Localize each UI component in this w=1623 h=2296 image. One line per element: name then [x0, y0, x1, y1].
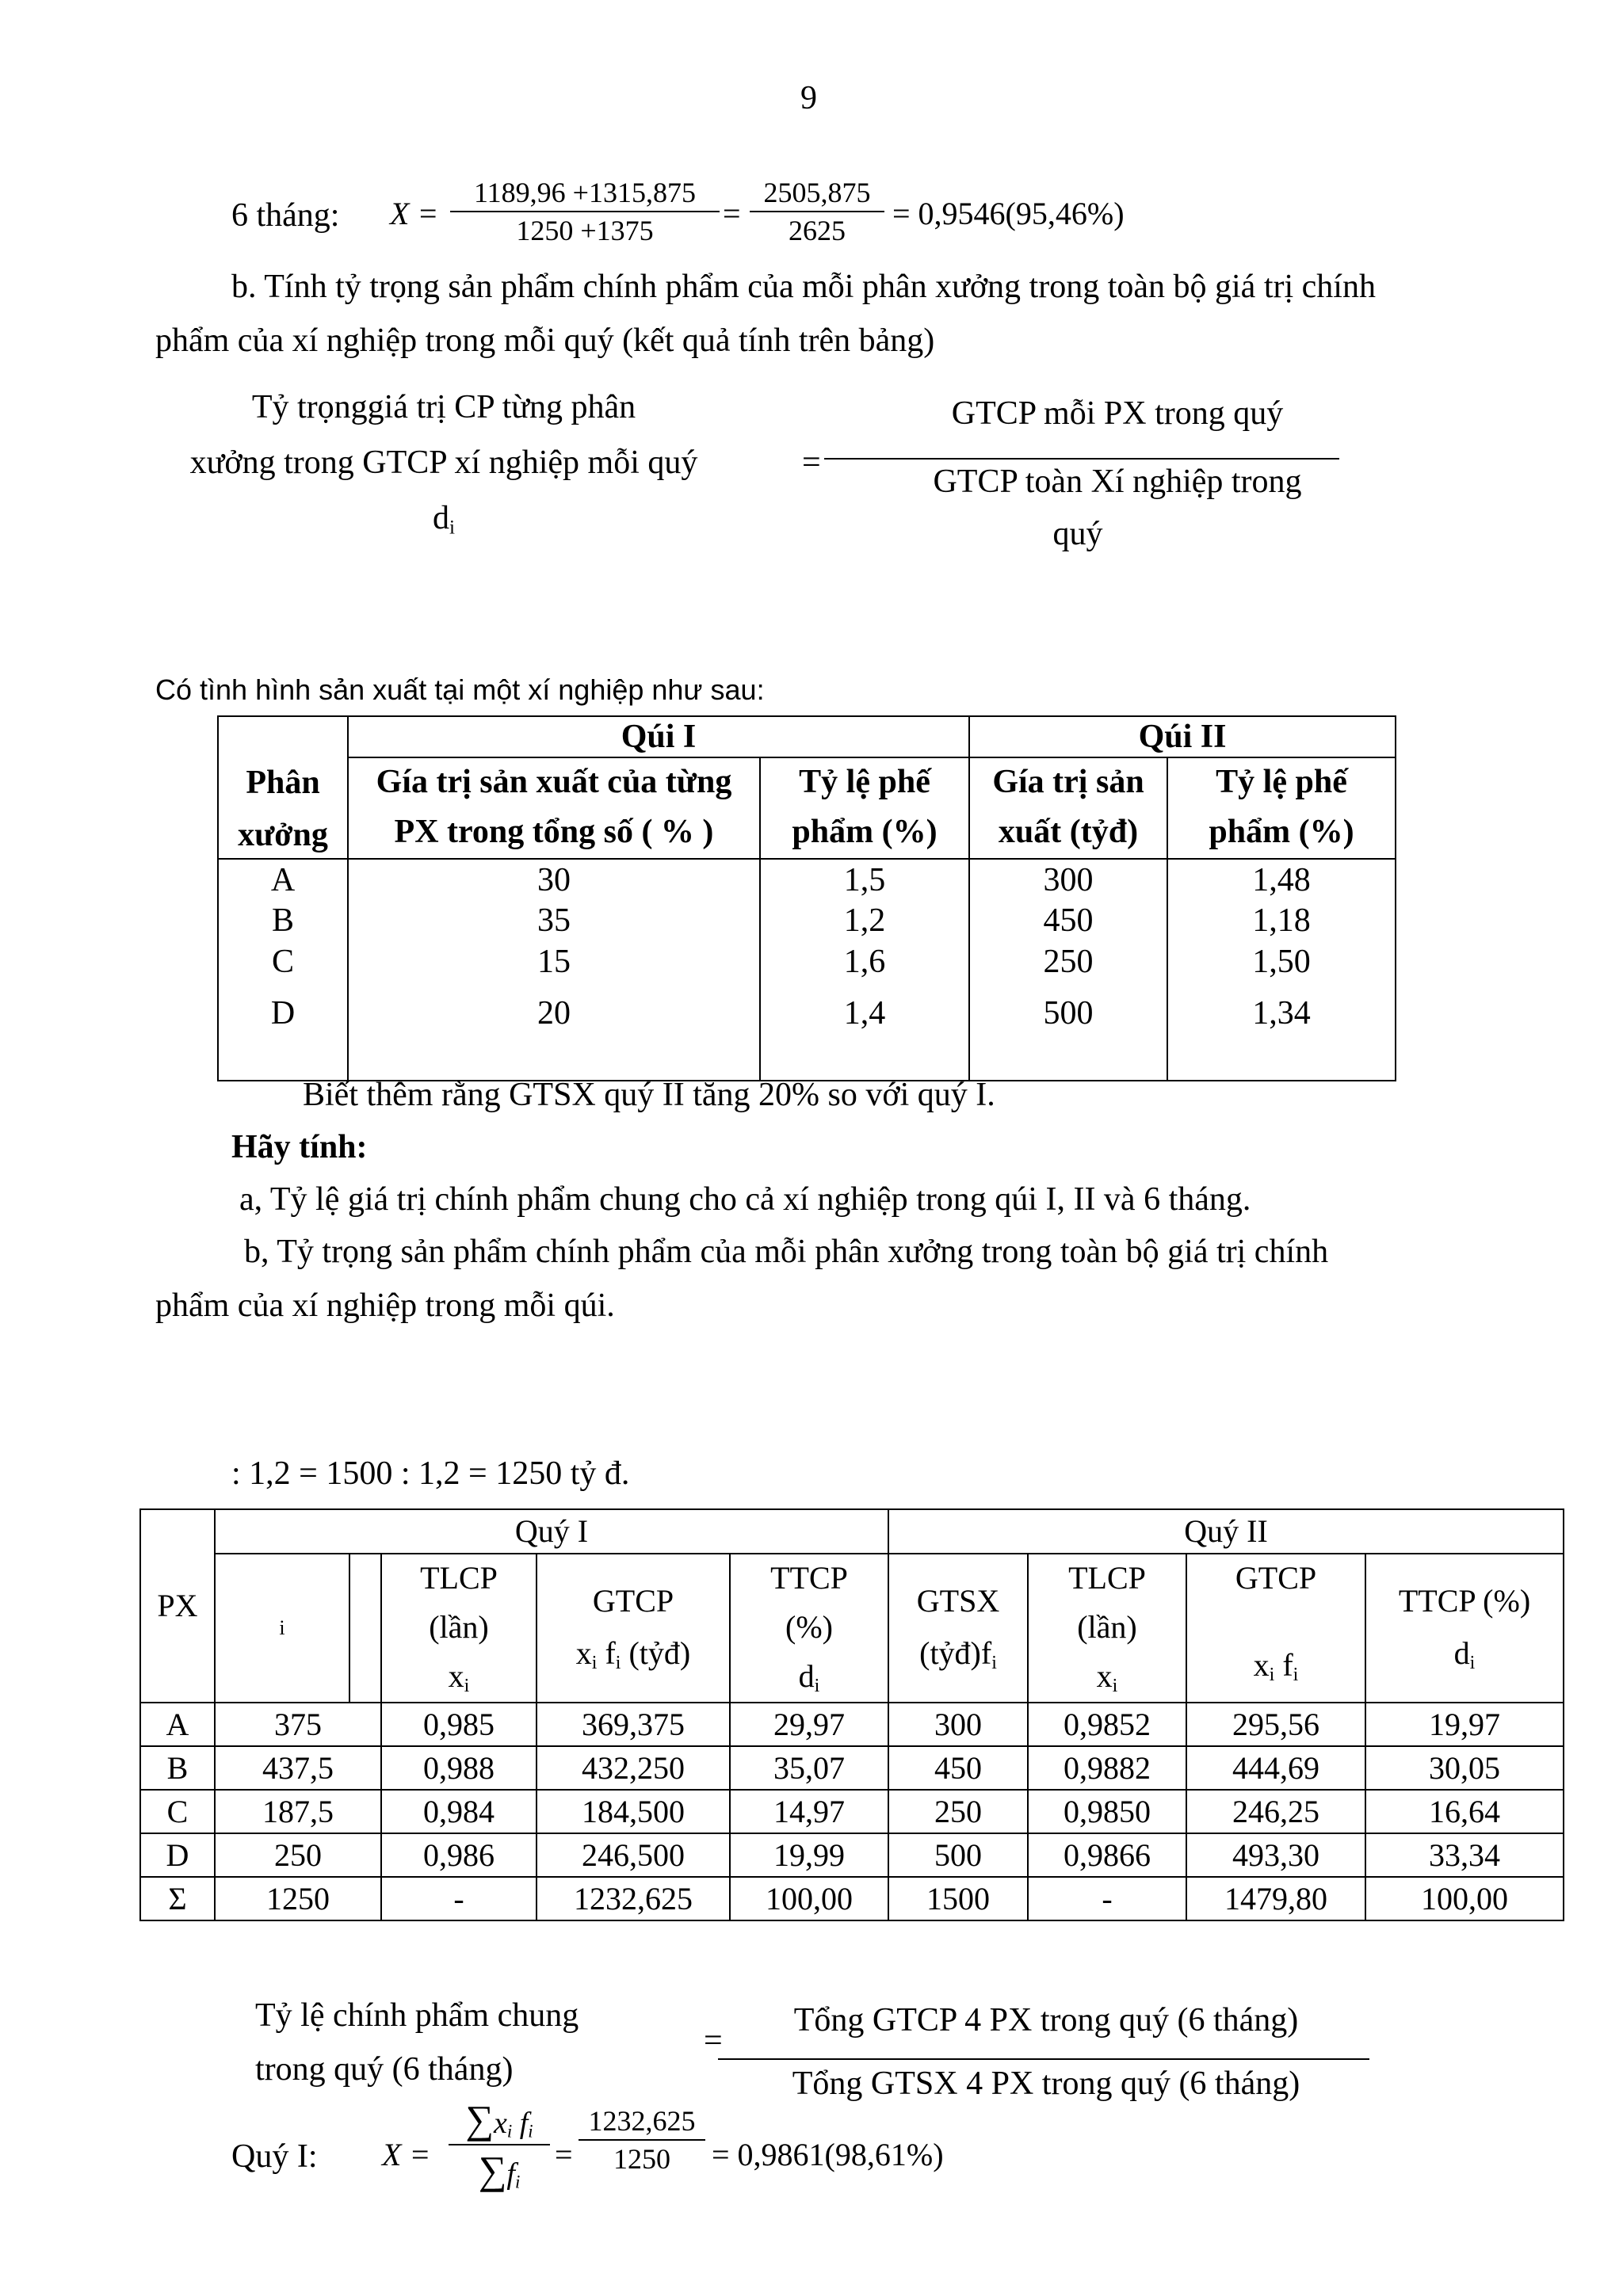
col-header-gtsx2-line2: xuất (tỷđ): [969, 805, 1167, 859]
cell: 19,97: [1365, 1703, 1564, 1746]
lan-label: (lần): [429, 1608, 489, 1645]
q1-sum-fraction: [449, 2096, 550, 2193]
cell: -: [381, 1877, 537, 1920]
cell: 1,48: [1167, 859, 1396, 900]
col-header-gtsx2-line1: Gía trị sản: [969, 757, 1167, 805]
cell: 493,30: [1186, 1833, 1365, 1877]
col-header-blank: [349, 1554, 381, 1703]
cell: D: [218, 982, 348, 1081]
ratio-fraction-bar: [824, 458, 1339, 460]
equals-sign: =: [723, 196, 741, 231]
col-header-gtsx1-line1: Gía trị sản xuất của từng: [348, 757, 760, 805]
cell: 100,00: [730, 1877, 888, 1920]
cell: 1,50: [1167, 941, 1396, 982]
col-header-tl1-line2: phẩm (%): [760, 805, 969, 859]
col-header-ttcp-q1: [730, 1554, 888, 1703]
cell: 1,5: [760, 859, 969, 900]
cell: 29,97: [730, 1703, 888, 1746]
gtsx-label: GTSX: [916, 1582, 1000, 1619]
col-header-tl1-line1: Tỷ lệ phế: [760, 757, 969, 805]
fraction-bar: [750, 211, 884, 212]
ttcp-label: TTCP: [770, 1559, 848, 1596]
table-row: [218, 982, 1396, 1081]
header-quarter-1: Qúi I: [348, 716, 969, 757]
production-table: [217, 715, 1396, 1081]
cell: 35,07: [730, 1746, 888, 1790]
cell: 500: [888, 1833, 1028, 1877]
ratio-left-line1: Tỷ trọnggiá trị CP từng phân: [251, 389, 636, 425]
xbar-symbol: X =: [390, 196, 439, 231]
col-header-px: PX: [140, 1509, 215, 1703]
col-header-gtcp-q2: [1186, 1554, 1365, 1703]
cell: 0,9882: [1028, 1746, 1186, 1790]
table-row: [140, 1746, 1564, 1790]
cell: A: [218, 859, 348, 900]
cell: 1479,80: [1186, 1877, 1365, 1920]
six-month-label: 6 tháng:: [231, 197, 340, 234]
cell: 1,4: [760, 982, 969, 1081]
fraction-denominator: 1250 +1375: [516, 215, 654, 246]
gtcp-label: GTCP: [1235, 1560, 1317, 1596]
sum-numerator: $\sum x_i$ $f_i$: [465, 2097, 533, 2142]
note-text: Biết thêm rằng GTSX quý II tăng 20% so với quý I.: [303, 1077, 995, 1113]
task-title: Hãy tính:: [231, 1129, 368, 1165]
cell: 500: [969, 982, 1167, 1081]
cell: 300: [888, 1703, 1028, 1746]
cell: C: [140, 1790, 215, 1833]
col-header-px-line2: xưởng: [238, 817, 328, 853]
task-b-line2: phẩm của xí nghiệp trong mỗi qúi.: [155, 1287, 615, 1324]
col-header-gtsx-q2: [888, 1554, 1028, 1703]
cell: Σ: [140, 1877, 215, 1920]
col-header-gtcp-q1: [537, 1554, 730, 1703]
xi-label: $x_i$: [1096, 1657, 1118, 1696]
cell: 0,9852: [1028, 1703, 1186, 1746]
table-row: [140, 1833, 1564, 1877]
six-month-fraction-2: [750, 176, 884, 247]
q1-result: = 0,9861(98,61%): [712, 2137, 944, 2172]
cell: -: [1028, 1877, 1186, 1920]
cell: 300: [969, 859, 1167, 900]
cell: 16,64: [1365, 1790, 1564, 1833]
page-number: 9: [800, 80, 817, 116]
problem-intro: Có tình hình sản xuất tại một xí nghiệp như sau:: [155, 673, 765, 706]
cell: 187,5: [215, 1790, 381, 1833]
cell: 0,985: [381, 1703, 537, 1746]
six-month-result: = 0,9546(95,46%): [892, 196, 1125, 231]
formula-numerator: Tổng GTCP 4 PX trong quý (6 tháng): [793, 2002, 1299, 2039]
calc-line: : 1,2 = 1500 : 1,2 = 1250 tỷ đ.: [231, 1455, 630, 1492]
cell: 19,99: [730, 1833, 888, 1877]
gtcp-label: GTCP: [592, 1582, 674, 1619]
cell: 20: [348, 982, 760, 1081]
fraction-denominator: 1250: [613, 2143, 670, 2175]
cell: C: [218, 941, 348, 982]
cell: 0,986: [381, 1833, 537, 1877]
cell: 1,2: [760, 900, 969, 941]
cell: 0,9850: [1028, 1790, 1186, 1833]
cell: 30: [348, 859, 760, 900]
ratio-equals: =: [802, 444, 821, 481]
xifi-label: $x_i$ $f_i$: [1253, 1647, 1299, 1685]
cell: 432,250: [537, 1746, 730, 1790]
cell: 35: [348, 900, 760, 941]
fraction-numerator: 1189,96 +1315,875: [474, 177, 696, 208]
col-header-tlcp-q2: [1028, 1554, 1186, 1703]
cell: 0,9866: [1028, 1833, 1186, 1877]
task-a: a, Tỷ lệ giá trị chính phẩm chung cho cả xí nghiệp trong qúi I, II và 6 tháng.: [239, 1181, 1251, 1218]
cell: 33,34: [1365, 1833, 1564, 1877]
ratio-denominator-line1: GTCP toàn Xí nghiệp trong: [933, 463, 1302, 500]
cell: D: [140, 1833, 215, 1877]
q1-fraction: [579, 2104, 705, 2176]
fraction-bar: [449, 2144, 550, 2145]
cell: 1232,625: [537, 1877, 730, 1920]
cell: A: [140, 1703, 215, 1746]
ratio-denominator-line2: quý: [1052, 516, 1103, 552]
cell: 1,6: [760, 941, 969, 982]
ratio-numerator: GTCP mỗi PX trong quý: [951, 395, 1284, 432]
section-b-line1: b. Tính tỷ trọng sản phẩm chính phẩm của mỗi phân xưởng trong toàn bộ giá trị chính: [231, 269, 1376, 305]
result-table: [139, 1508, 1564, 1921]
table-row: [218, 900, 1396, 941]
q1-equals: =: [555, 2137, 573, 2172]
xifi-label: $x_i$ $f_i$ (tỷđ): [575, 1634, 691, 1673]
formula-fraction-bar: [718, 2058, 1369, 2060]
table-row: [140, 1790, 1564, 1833]
header-quarter-2: Qúi II: [969, 716, 1396, 757]
cell: 250: [969, 941, 1167, 982]
cell: 0,988: [381, 1746, 537, 1790]
col-header-fi: [215, 1554, 349, 1703]
sum-denominator: $\sum f_i$: [478, 2148, 521, 2192]
table-row: [140, 1703, 1564, 1746]
cell: 437,5: [215, 1746, 381, 1790]
col-header-tl2-line2: phẩm (%): [1167, 805, 1396, 859]
cell: 444,69: [1186, 1746, 1365, 1790]
cell: 450: [969, 900, 1167, 941]
col-header-px-line1: Phân: [246, 764, 320, 801]
cell: 246,25: [1186, 1790, 1365, 1833]
cell: 250: [888, 1790, 1028, 1833]
cell: 15: [348, 941, 760, 982]
q1-xbar: X =: [382, 2137, 431, 2172]
fi-subscript: i: [279, 1616, 285, 1640]
di-label: $d_i$: [798, 1657, 820, 1696]
col-header-px: [218, 716, 348, 859]
cell: 0,984: [381, 1790, 537, 1833]
cell: 1250: [215, 1877, 381, 1920]
col-header-ttcp-q2: [1365, 1554, 1564, 1703]
table-row-total: [140, 1877, 1564, 1920]
six-month-fraction-1: [450, 176, 720, 247]
cell: B: [140, 1746, 215, 1790]
col-header-tlcp-q1: [381, 1554, 537, 1703]
cell: 1500: [888, 1877, 1028, 1920]
cell: 246,500: [537, 1833, 730, 1877]
fraction-numerator: 1232,625: [588, 2105, 696, 2137]
fraction-bar: [579, 2139, 705, 2141]
cell: 14,97: [730, 1790, 888, 1833]
col-header-gtsx1-line2: PX trong tổng số ( % ): [348, 805, 760, 859]
formula-left-line2: trong quý (6 tháng): [255, 2051, 514, 2088]
formula-left-line1: Tỷ lệ chính phẩm chung: [255, 1997, 579, 2034]
header-quarter-1: Quý I: [215, 1509, 888, 1554]
q1-label: Quý I:: [231, 2138, 318, 2175]
task-b-line1: b, Tỷ trọng sản phẩm chính phẩm của mỗi phân xưởng trong toàn bộ giá trị chính: [244, 1234, 1329, 1270]
table-row: [218, 941, 1396, 982]
cell: 375: [215, 1703, 381, 1746]
section-b-line2: phẩm của xí nghiệp trong mỗi quý (kết quả tính trên bảng): [155, 322, 935, 359]
ttcp-pct-label: TTCP (%): [1398, 1582, 1531, 1619]
cell: 250: [215, 1833, 381, 1877]
xi-label: $x_i$: [448, 1657, 470, 1696]
col-header-tl2-line1: Tỷ lệ phế: [1167, 757, 1396, 805]
tlcp-label: TLCP: [1068, 1559, 1146, 1596]
cell: 1,18: [1167, 900, 1396, 941]
di-label: $d_i$: [1453, 1634, 1476, 1673]
table-row: [218, 859, 1396, 900]
tydfi-label: $(tỷđ)f_i$: [919, 1634, 997, 1673]
fraction-numerator: 2505,875: [763, 177, 871, 208]
cell: 450: [888, 1746, 1028, 1790]
cell: 184,500: [537, 1790, 730, 1833]
ratio-left-line3: $d_i$: [433, 500, 455, 539]
cell: 295,56: [1186, 1703, 1365, 1746]
formula-denominator: Tổng GTSX 4 PX trong quý (6 tháng): [792, 2065, 1300, 2102]
formula-equals: =: [704, 2023, 723, 2059]
header-quarter-2: Quý II: [888, 1509, 1564, 1554]
pct-label: (%): [785, 1608, 833, 1645]
fraction-bar: [450, 211, 720, 212]
ratio-left-line2: xưởng trong GTCP xí nghiệp mỗi quý: [189, 444, 698, 481]
cell: 30,05: [1365, 1746, 1564, 1790]
cell: B: [218, 900, 348, 941]
lan-label: (lần): [1077, 1608, 1137, 1645]
cell: 100,00: [1365, 1877, 1564, 1920]
cell: 369,375: [537, 1703, 730, 1746]
fraction-denominator: 2625: [789, 215, 846, 246]
cell: 1,34: [1167, 982, 1396, 1081]
tlcp-label: TLCP: [420, 1559, 498, 1596]
